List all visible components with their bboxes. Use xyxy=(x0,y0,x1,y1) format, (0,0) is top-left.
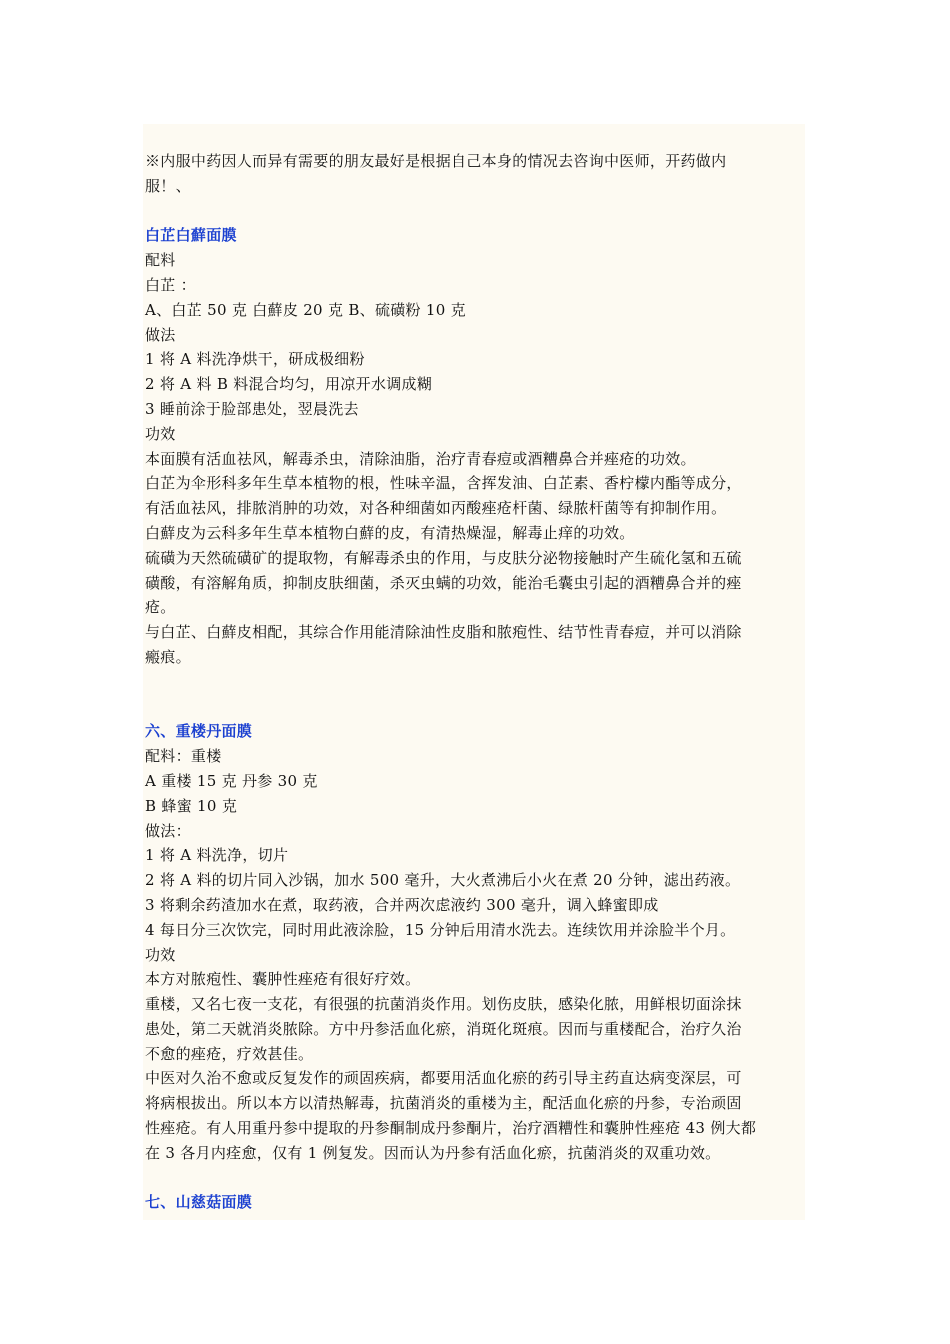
effect-line: 中医对久治不愈或反复发作的顽固疾病，都要用活血化瘀的药引导主药直达病变深层，可 xyxy=(145,1069,742,1088)
method-step: 1 将 A 料洗净，切片 xyxy=(145,846,289,865)
effect-label: 功效 xyxy=(145,424,176,443)
section-title-baizhi: 白芷白蘚面膜 xyxy=(145,226,237,245)
effect-line: 本面膜有活血祛风，解毒杀虫，清除油脂，治疗青春痘或酒糟鼻合并痤疮的功效。 xyxy=(145,449,696,468)
effect-line: 患处，第二天就消炎脓除。方中丹参活血化瘀，消斑化斑痕。因而与重楼配合，治疗久治 xyxy=(145,1019,742,1038)
method-step: 4 每日分三次饮完，同时用此液涂脸，15 分钟后用清水洗去。连续饮用并涂脸半个月。 xyxy=(145,920,736,939)
effect-line: 白芷为伞形科多年生草本植物的根，性味辛温，含挥发油、白芷素、香柠檬内酯等成分， xyxy=(145,474,742,493)
effect-line: 性痤疮。有人用重丹参中提取的丹参酮制成丹参酮片，治疗酒糟性和囊肿性痤疮 43 例大都 xyxy=(145,1119,757,1138)
effect-line: 在 3 各月内痊愈，仅有 1 例复发。因而认为丹参有活血化瘀，抗菌消炎的双重功效。 xyxy=(145,1143,721,1162)
intro-line-2: 服！、 xyxy=(145,176,191,195)
section-title-shancigu: 七、山慈菇面膜 xyxy=(145,1193,253,1212)
intro-line-1: ※内服中药因人而异有需要的朋友最好是根据自己本身的情况去咨询中医师，开药做内 xyxy=(145,152,727,170)
ingredients-label: 配料：重楼 xyxy=(145,747,222,766)
section-title-chonglou: 六、重楼丹面膜 xyxy=(145,722,253,741)
ingredients-b: B 蜂蜜 10 克 xyxy=(145,796,238,815)
effect-line: 重楼，又名七夜一支花，有很强的抗菌消炎作用。划伤皮肤，感染化脓，用鲜根切面涂抹 xyxy=(145,995,742,1014)
effect-line: 瘢痕。 xyxy=(145,647,191,666)
ingredients-list: A、白芷 50 克 白蘚皮 20 克 B、硫磺粉 10 克 xyxy=(145,300,466,319)
ingredients-sub: 白芷 ： xyxy=(145,275,196,294)
spacer xyxy=(145,1166,807,1191)
effect-line: 本方对脓疱性、囊肿性痤疮有很好疗效。 xyxy=(145,970,421,989)
effect-line: 疮。 xyxy=(145,598,176,617)
ingredients-label: 配料 xyxy=(145,251,176,270)
document-body xyxy=(145,149,807,1215)
method-step: 2 将 A 料 B 料混合均匀，用凉开水调成糊 xyxy=(145,375,433,394)
ingredients-a: A 重楼 15 克 丹参 30 克 xyxy=(145,771,318,790)
effect-line: 将病根拔出。所以本方以清热解毒，抗菌消炎的重楼为主，配活血化瘀的丹参，专治顽固 xyxy=(145,1094,742,1113)
method-step: 3 睡前涂于脸部患处，翌晨洗去 xyxy=(145,399,359,418)
effect-line: 不愈的痤疮，疗效甚佳。 xyxy=(145,1044,314,1063)
effect-line: 白蘚皮为云科多年生草本植物白蘚的皮，有清热燥湿，解毒止痒的功效。 xyxy=(145,523,635,542)
method-step: 3 将剩余药渣加水在煮，取药液，合并两次虑液约 300 毫升，调入蜂蜜即成 xyxy=(145,895,659,914)
effect-label: 功效 xyxy=(145,945,176,964)
effect-line: 硫磺为天然硫磺矿的提取物，有解毒杀虫的作用，与皮肤分泌物接触时产生硫化氢和五硫 xyxy=(145,548,742,567)
spacer xyxy=(145,199,807,224)
method-step: 1 将 A 料洗净烘干，研成极细粉 xyxy=(145,350,365,369)
method-step: 2 将 A 料的切片同入沙锅，加水 500 毫升，大火煮沸后小火在煮 20 分钟，滤出药液。 xyxy=(145,871,741,890)
method-label: 做法 xyxy=(145,325,176,344)
spacer xyxy=(145,670,807,720)
effect-line: 与白芷、白蘚皮相配，其综合作用能清除油性皮脂和脓疱性、结节性青春痘，并可以消除 xyxy=(145,623,742,642)
effect-line: 磺酸，有溶解角质，抑制皮肤细菌，杀灭虫螨的功效，能治毛囊虫引起的酒糟鼻合并的痤 xyxy=(145,573,742,592)
method-label: 做法： xyxy=(145,821,191,840)
effect-line: 有活血祛风，排脓消肿的功效，对各种细菌如丙酸痤疮杆菌、绿脓杆菌等有抑制作用。 xyxy=(145,499,727,518)
